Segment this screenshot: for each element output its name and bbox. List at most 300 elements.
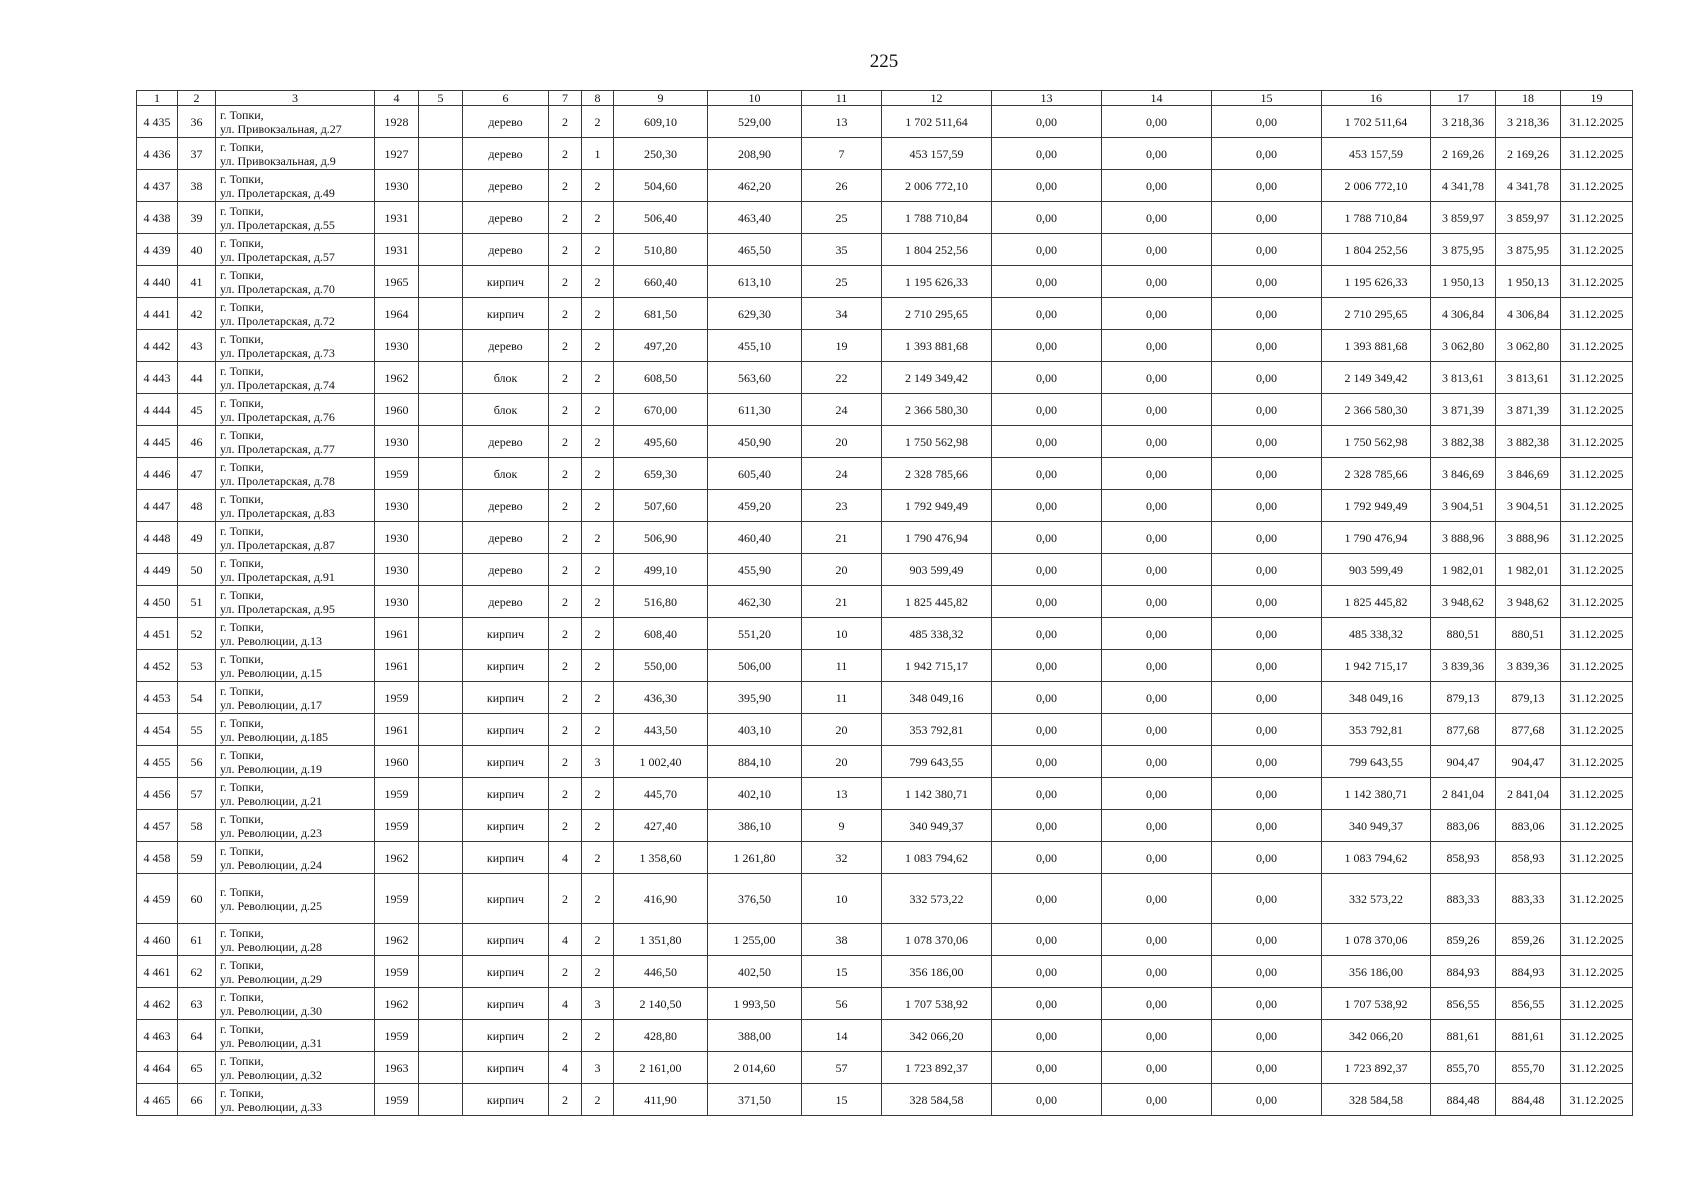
fund-share-1: 0,00 bbox=[992, 1084, 1102, 1116]
address-cell bbox=[216, 202, 375, 234]
fund-share-1: 0,00 bbox=[992, 1052, 1102, 1084]
total-area: 516,80 bbox=[614, 586, 708, 618]
address-cell bbox=[216, 650, 375, 682]
floors: 2 bbox=[549, 202, 582, 234]
year-built: 1959 bbox=[375, 458, 419, 490]
fund-share-1: 0,00 bbox=[992, 746, 1102, 778]
cost-per-sqm: 3 218,36 bbox=[1431, 106, 1496, 138]
living-area: 402,10 bbox=[708, 778, 802, 810]
total-cost: 1 723 892,37 bbox=[882, 1052, 992, 1084]
cost-per-sqm: 884,48 bbox=[1431, 1084, 1496, 1116]
max-cost-per-sqm: 883,06 bbox=[1496, 810, 1561, 842]
address-street: ул. Революции, д.33 bbox=[220, 1099, 323, 1114]
wall-material: кирпич bbox=[463, 618, 549, 650]
address-cell bbox=[216, 1084, 375, 1116]
year-commissioned bbox=[419, 1020, 463, 1052]
column-header: 1 bbox=[137, 91, 178, 106]
living-area: 465,50 bbox=[708, 234, 802, 266]
entrances: 2 bbox=[582, 1020, 614, 1052]
deadline: 31.12.2025 bbox=[1561, 330, 1633, 362]
address-city: г. Топки, bbox=[220, 651, 264, 666]
fund-share-1: 0,00 bbox=[992, 778, 1102, 810]
deadline: 31.12.2025 bbox=[1561, 202, 1633, 234]
address-city: г. Топки, bbox=[220, 957, 264, 972]
cost-per-sqm: 4 341,78 bbox=[1431, 170, 1496, 202]
table-row bbox=[137, 1020, 1633, 1052]
address-street: ул. Революции, д.32 bbox=[220, 1067, 323, 1082]
address-street: ул. Революции, д.24 bbox=[220, 857, 323, 872]
address-cell bbox=[216, 810, 375, 842]
residents: 25 bbox=[802, 266, 882, 298]
wall-material: кирпич bbox=[463, 650, 549, 682]
table-row bbox=[137, 682, 1633, 714]
owners-funds: 348 049,16 bbox=[1322, 682, 1431, 714]
fund-share-3: 0,00 bbox=[1212, 1084, 1322, 1116]
residents: 11 bbox=[802, 650, 882, 682]
floors: 4 bbox=[549, 842, 582, 874]
year-built: 1930 bbox=[375, 490, 419, 522]
cost-per-sqm: 880,51 bbox=[1431, 618, 1496, 650]
fund-share-3: 0,00 bbox=[1212, 618, 1322, 650]
table-row bbox=[137, 234, 1633, 266]
address-city: г. Топки, bbox=[220, 203, 264, 218]
fund-share-3: 0,00 bbox=[1212, 266, 1322, 298]
fund-share-1: 0,00 bbox=[992, 202, 1102, 234]
residents: 24 bbox=[802, 394, 882, 426]
total-cost: 342 066,20 bbox=[882, 1020, 992, 1052]
column-header: 3 bbox=[216, 91, 375, 106]
entrances: 2 bbox=[582, 956, 614, 988]
row-number: 4 465 bbox=[137, 1084, 178, 1116]
wall-material: кирпич bbox=[463, 778, 549, 810]
address-street: ул. Пролетарская, д.72 bbox=[220, 313, 335, 328]
table-header bbox=[137, 91, 1633, 106]
table-row bbox=[137, 266, 1633, 298]
column-header: 16 bbox=[1322, 91, 1431, 106]
living-area: 613,10 bbox=[708, 266, 802, 298]
total-cost: 2 710 295,65 bbox=[882, 298, 992, 330]
deadline: 31.12.2025 bbox=[1561, 1084, 1633, 1116]
fund-share-2: 0,00 bbox=[1102, 202, 1212, 234]
local-number: 57 bbox=[178, 778, 216, 810]
address-cell bbox=[216, 874, 375, 924]
address-street: ул. Революции, д.15 bbox=[220, 665, 323, 680]
local-number: 47 bbox=[178, 458, 216, 490]
owners-funds: 332 573,22 bbox=[1322, 874, 1431, 924]
year-built: 1930 bbox=[375, 170, 419, 202]
fund-share-3: 0,00 bbox=[1212, 682, 1322, 714]
row-number: 4 463 bbox=[137, 1020, 178, 1052]
fund-share-2: 0,00 bbox=[1102, 1052, 1212, 1084]
floors: 2 bbox=[549, 778, 582, 810]
row-number: 4 448 bbox=[137, 522, 178, 554]
address-cell bbox=[216, 924, 375, 956]
address-city: г. Топки, bbox=[220, 331, 264, 346]
max-cost-per-sqm: 3 871,39 bbox=[1496, 394, 1561, 426]
row-number: 4 455 bbox=[137, 746, 178, 778]
address-city: г. Топки, bbox=[220, 715, 264, 730]
fund-share-2: 0,00 bbox=[1102, 490, 1212, 522]
max-cost-per-sqm: 2 169,26 bbox=[1496, 138, 1561, 170]
owners-funds: 1 750 562,98 bbox=[1322, 426, 1431, 458]
entrances: 2 bbox=[582, 106, 614, 138]
wall-material: кирпич bbox=[463, 1052, 549, 1084]
total-area: 446,50 bbox=[614, 956, 708, 988]
row-number: 4 441 bbox=[137, 298, 178, 330]
local-number: 51 bbox=[178, 586, 216, 618]
fund-share-1: 0,00 bbox=[992, 394, 1102, 426]
local-number: 42 bbox=[178, 298, 216, 330]
cost-per-sqm: 883,06 bbox=[1431, 810, 1496, 842]
wall-material: блок bbox=[463, 458, 549, 490]
wall-material: кирпич bbox=[463, 1020, 549, 1052]
row-number: 4 439 bbox=[137, 234, 178, 266]
year-commissioned bbox=[419, 426, 463, 458]
address-city: г. Топки, bbox=[220, 843, 264, 858]
entrances: 2 bbox=[582, 458, 614, 490]
living-area: 551,20 bbox=[708, 618, 802, 650]
total-area: 670,00 bbox=[614, 394, 708, 426]
owners-funds: 1 723 892,37 bbox=[1322, 1052, 1431, 1084]
entrances: 2 bbox=[582, 394, 614, 426]
row-number: 4 456 bbox=[137, 778, 178, 810]
local-number: 64 bbox=[178, 1020, 216, 1052]
row-number: 4 447 bbox=[137, 490, 178, 522]
living-area: 455,10 bbox=[708, 330, 802, 362]
year-commissioned bbox=[419, 490, 463, 522]
cost-per-sqm: 3 813,61 bbox=[1431, 362, 1496, 394]
fund-share-1: 0,00 bbox=[992, 490, 1102, 522]
floors: 2 bbox=[549, 426, 582, 458]
floors: 2 bbox=[549, 874, 582, 924]
total-area: 428,80 bbox=[614, 1020, 708, 1052]
year-commissioned bbox=[419, 458, 463, 490]
row-number: 4 435 bbox=[137, 106, 178, 138]
year-built: 1959 bbox=[375, 1084, 419, 1116]
fund-share-2: 0,00 bbox=[1102, 298, 1212, 330]
address-cell bbox=[216, 682, 375, 714]
address-city: г. Топки, bbox=[220, 1021, 264, 1036]
row-number: 4 445 bbox=[137, 426, 178, 458]
fund-share-1: 0,00 bbox=[992, 554, 1102, 586]
max-cost-per-sqm: 904,47 bbox=[1496, 746, 1561, 778]
row-number: 4 449 bbox=[137, 554, 178, 586]
owners-funds: 799 643,55 bbox=[1322, 746, 1431, 778]
wall-material: дерево bbox=[463, 554, 549, 586]
total-area: 608,40 bbox=[614, 618, 708, 650]
row-number: 4 436 bbox=[137, 138, 178, 170]
total-cost: 2 149 349,42 bbox=[882, 362, 992, 394]
living-area: 506,00 bbox=[708, 650, 802, 682]
owners-funds: 1 083 794,62 bbox=[1322, 842, 1431, 874]
fund-share-3: 0,00 bbox=[1212, 522, 1322, 554]
living-area: 455,90 bbox=[708, 554, 802, 586]
total-cost: 2 006 772,10 bbox=[882, 170, 992, 202]
fund-share-3: 0,00 bbox=[1212, 394, 1322, 426]
living-area: 563,60 bbox=[708, 362, 802, 394]
total-cost: 485 338,32 bbox=[882, 618, 992, 650]
local-number: 54 bbox=[178, 682, 216, 714]
table-row bbox=[137, 874, 1633, 924]
year-built: 1961 bbox=[375, 618, 419, 650]
deadline: 31.12.2025 bbox=[1561, 650, 1633, 682]
deadline: 31.12.2025 bbox=[1561, 1052, 1633, 1084]
fund-share-2: 0,00 bbox=[1102, 618, 1212, 650]
local-number: 55 bbox=[178, 714, 216, 746]
local-number: 43 bbox=[178, 330, 216, 362]
living-area: 208,90 bbox=[708, 138, 802, 170]
address-city: г. Топки, bbox=[220, 1085, 264, 1100]
floors: 2 bbox=[549, 682, 582, 714]
total-area: 506,40 bbox=[614, 202, 708, 234]
total-area: 506,90 bbox=[614, 522, 708, 554]
total-cost: 2 328 785,66 bbox=[882, 458, 992, 490]
total-cost: 356 186,00 bbox=[882, 956, 992, 988]
year-built: 1931 bbox=[375, 202, 419, 234]
cost-per-sqm: 879,13 bbox=[1431, 682, 1496, 714]
deadline: 31.12.2025 bbox=[1561, 586, 1633, 618]
total-area: 659,30 bbox=[614, 458, 708, 490]
year-commissioned bbox=[419, 1052, 463, 1084]
total-area: 2 161,00 bbox=[614, 1052, 708, 1084]
cost-per-sqm: 883,33 bbox=[1431, 874, 1496, 924]
row-number: 4 460 bbox=[137, 924, 178, 956]
cost-per-sqm: 3 846,69 bbox=[1431, 458, 1496, 490]
deadline: 31.12.2025 bbox=[1561, 522, 1633, 554]
year-commissioned bbox=[419, 586, 463, 618]
fund-share-1: 0,00 bbox=[992, 618, 1102, 650]
floors: 2 bbox=[549, 266, 582, 298]
fund-share-3: 0,00 bbox=[1212, 234, 1322, 266]
address-city: г. Топки, bbox=[220, 989, 264, 1004]
wall-material: блок bbox=[463, 362, 549, 394]
fund-share-3: 0,00 bbox=[1212, 362, 1322, 394]
deadline: 31.12.2025 bbox=[1561, 266, 1633, 298]
deadline: 31.12.2025 bbox=[1561, 298, 1633, 330]
residents: 15 bbox=[802, 956, 882, 988]
deadline: 31.12.2025 bbox=[1561, 842, 1633, 874]
address-street: ул. Пролетарская, д.91 bbox=[220, 569, 335, 584]
local-number: 58 bbox=[178, 810, 216, 842]
local-number: 49 bbox=[178, 522, 216, 554]
floors: 2 bbox=[549, 650, 582, 682]
address-street: ул. Пролетарская, д.73 bbox=[220, 345, 335, 360]
table-row bbox=[137, 650, 1633, 682]
local-number: 45 bbox=[178, 394, 216, 426]
owners-funds: 328 584,58 bbox=[1322, 1084, 1431, 1116]
fund-share-2: 0,00 bbox=[1102, 1084, 1212, 1116]
residents: 22 bbox=[802, 362, 882, 394]
cost-per-sqm: 4 306,84 bbox=[1431, 298, 1496, 330]
total-cost: 1 750 562,98 bbox=[882, 426, 992, 458]
max-cost-per-sqm: 1 982,01 bbox=[1496, 554, 1561, 586]
floors: 2 bbox=[549, 362, 582, 394]
address-city: г. Топки, bbox=[220, 587, 264, 602]
owners-funds: 1 707 538,92 bbox=[1322, 988, 1431, 1020]
row-number: 4 444 bbox=[137, 394, 178, 426]
wall-material: кирпич bbox=[463, 810, 549, 842]
local-number: 61 bbox=[178, 924, 216, 956]
max-cost-per-sqm: 3 218,36 bbox=[1496, 106, 1561, 138]
local-number: 40 bbox=[178, 234, 216, 266]
cost-per-sqm: 856,55 bbox=[1431, 988, 1496, 1020]
address-street: ул. Пролетарская, д.87 bbox=[220, 537, 335, 552]
address-city: г. Топки, bbox=[220, 491, 264, 506]
cost-per-sqm: 859,26 bbox=[1431, 924, 1496, 956]
address-street: ул. Революции, д.19 bbox=[220, 761, 323, 776]
year-commissioned bbox=[419, 298, 463, 330]
year-commissioned bbox=[419, 874, 463, 924]
local-number: 62 bbox=[178, 956, 216, 988]
entrances: 1 bbox=[582, 138, 614, 170]
fund-share-3: 0,00 bbox=[1212, 874, 1322, 924]
row-number: 4 457 bbox=[137, 810, 178, 842]
address-street: ул. Пролетарская, д.49 bbox=[220, 185, 335, 200]
owners-funds: 1 078 370,06 bbox=[1322, 924, 1431, 956]
fund-share-2: 0,00 bbox=[1102, 988, 1212, 1020]
total-area: 443,50 bbox=[614, 714, 708, 746]
column-header: 15 bbox=[1212, 91, 1322, 106]
living-area: 462,30 bbox=[708, 586, 802, 618]
table-row bbox=[137, 522, 1633, 554]
deadline: 31.12.2025 bbox=[1561, 988, 1633, 1020]
entrances: 2 bbox=[582, 650, 614, 682]
deadline: 31.12.2025 bbox=[1561, 778, 1633, 810]
owners-funds: 340 949,37 bbox=[1322, 810, 1431, 842]
local-number: 59 bbox=[178, 842, 216, 874]
floors: 2 bbox=[549, 1084, 582, 1116]
max-cost-per-sqm: 3 948,62 bbox=[1496, 586, 1561, 618]
residents: 23 bbox=[802, 490, 882, 522]
wall-material: блок bbox=[463, 394, 549, 426]
address-city: г. Топки, bbox=[220, 811, 264, 826]
entrances: 2 bbox=[582, 1084, 614, 1116]
address-street: ул. Революции, д.13 bbox=[220, 633, 323, 648]
fund-share-2: 0,00 bbox=[1102, 650, 1212, 682]
fund-share-3: 0,00 bbox=[1212, 1020, 1322, 1052]
floors: 4 bbox=[549, 924, 582, 956]
max-cost-per-sqm: 879,13 bbox=[1496, 682, 1561, 714]
floors: 2 bbox=[549, 330, 582, 362]
year-built: 1961 bbox=[375, 714, 419, 746]
floors: 2 bbox=[549, 234, 582, 266]
cost-per-sqm: 3 839,36 bbox=[1431, 650, 1496, 682]
living-area: 388,00 bbox=[708, 1020, 802, 1052]
fund-share-2: 0,00 bbox=[1102, 522, 1212, 554]
year-built: 1959 bbox=[375, 810, 419, 842]
year-built: 1930 bbox=[375, 330, 419, 362]
address-cell bbox=[216, 362, 375, 394]
address-street: ул. Пролетарская, д.78 bbox=[220, 473, 335, 488]
address-street: ул. Пролетарская, д.95 bbox=[220, 601, 335, 616]
cost-per-sqm: 3 875,95 bbox=[1431, 234, 1496, 266]
owners-funds: 353 792,81 bbox=[1322, 714, 1431, 746]
table-row bbox=[137, 394, 1633, 426]
year-built: 1927 bbox=[375, 138, 419, 170]
local-number: 46 bbox=[178, 426, 216, 458]
total-cost: 1 083 794,62 bbox=[882, 842, 992, 874]
wall-material: дерево bbox=[463, 586, 549, 618]
address-cell bbox=[216, 426, 375, 458]
row-number: 4 438 bbox=[137, 202, 178, 234]
fund-share-1: 0,00 bbox=[992, 682, 1102, 714]
address-cell bbox=[216, 1020, 375, 1052]
total-area: 1 351,80 bbox=[614, 924, 708, 956]
row-number: 4 453 bbox=[137, 682, 178, 714]
year-built: 1960 bbox=[375, 746, 419, 778]
deadline: 31.12.2025 bbox=[1561, 458, 1633, 490]
max-cost-per-sqm: 855,70 bbox=[1496, 1052, 1561, 1084]
wall-material: кирпич bbox=[463, 746, 549, 778]
column-header: 2 bbox=[178, 91, 216, 106]
owners-funds: 485 338,32 bbox=[1322, 618, 1431, 650]
local-number: 48 bbox=[178, 490, 216, 522]
fund-share-3: 0,00 bbox=[1212, 490, 1322, 522]
wall-material: дерево bbox=[463, 490, 549, 522]
address-street: ул. Революции, д.25 bbox=[220, 898, 323, 913]
address-cell bbox=[216, 746, 375, 778]
year-commissioned bbox=[419, 1084, 463, 1116]
address-city: г. Топки, bbox=[220, 884, 264, 899]
floors: 2 bbox=[549, 490, 582, 522]
deadline: 31.12.2025 bbox=[1561, 874, 1633, 924]
local-number: 65 bbox=[178, 1052, 216, 1084]
fund-share-3: 0,00 bbox=[1212, 330, 1322, 362]
fund-share-3: 0,00 bbox=[1212, 1052, 1322, 1084]
fund-share-2: 0,00 bbox=[1102, 330, 1212, 362]
residents: 20 bbox=[802, 714, 882, 746]
table-row bbox=[137, 586, 1633, 618]
address-street: ул. Революции, д.29 bbox=[220, 971, 323, 986]
table-row bbox=[137, 842, 1633, 874]
owners-funds: 342 066,20 bbox=[1322, 1020, 1431, 1052]
fund-share-2: 0,00 bbox=[1102, 234, 1212, 266]
deadline: 31.12.2025 bbox=[1561, 554, 1633, 586]
column-header: 7 bbox=[549, 91, 582, 106]
total-area: 499,10 bbox=[614, 554, 708, 586]
year-built: 1931 bbox=[375, 234, 419, 266]
year-commissioned bbox=[419, 106, 463, 138]
address-street: ул. Революции, д.21 bbox=[220, 793, 323, 808]
cost-per-sqm: 3 871,39 bbox=[1431, 394, 1496, 426]
year-built: 1959 bbox=[375, 778, 419, 810]
column-header: 10 bbox=[708, 91, 802, 106]
owners-funds: 1 825 445,82 bbox=[1322, 586, 1431, 618]
total-area: 681,50 bbox=[614, 298, 708, 330]
local-number: 53 bbox=[178, 650, 216, 682]
column-header: 8 bbox=[582, 91, 614, 106]
max-cost-per-sqm: 2 841,04 bbox=[1496, 778, 1561, 810]
table-row bbox=[137, 924, 1633, 956]
total-cost: 332 573,22 bbox=[882, 874, 992, 924]
owners-funds: 903 599,49 bbox=[1322, 554, 1431, 586]
max-cost-per-sqm: 877,68 bbox=[1496, 714, 1561, 746]
cost-per-sqm: 877,68 bbox=[1431, 714, 1496, 746]
max-cost-per-sqm: 884,93 bbox=[1496, 956, 1561, 988]
address-city: г. Топки, bbox=[220, 459, 264, 474]
owners-funds: 1 942 715,17 bbox=[1322, 650, 1431, 682]
row-number: 4 442 bbox=[137, 330, 178, 362]
column-header: 17 bbox=[1431, 91, 1496, 106]
year-built: 1959 bbox=[375, 956, 419, 988]
address-cell bbox=[216, 842, 375, 874]
residents: 13 bbox=[802, 106, 882, 138]
residents: 15 bbox=[802, 1084, 882, 1116]
year-commissioned bbox=[419, 554, 463, 586]
fund-share-3: 0,00 bbox=[1212, 956, 1322, 988]
row-number: 4 450 bbox=[137, 586, 178, 618]
wall-material: кирпич bbox=[463, 842, 549, 874]
